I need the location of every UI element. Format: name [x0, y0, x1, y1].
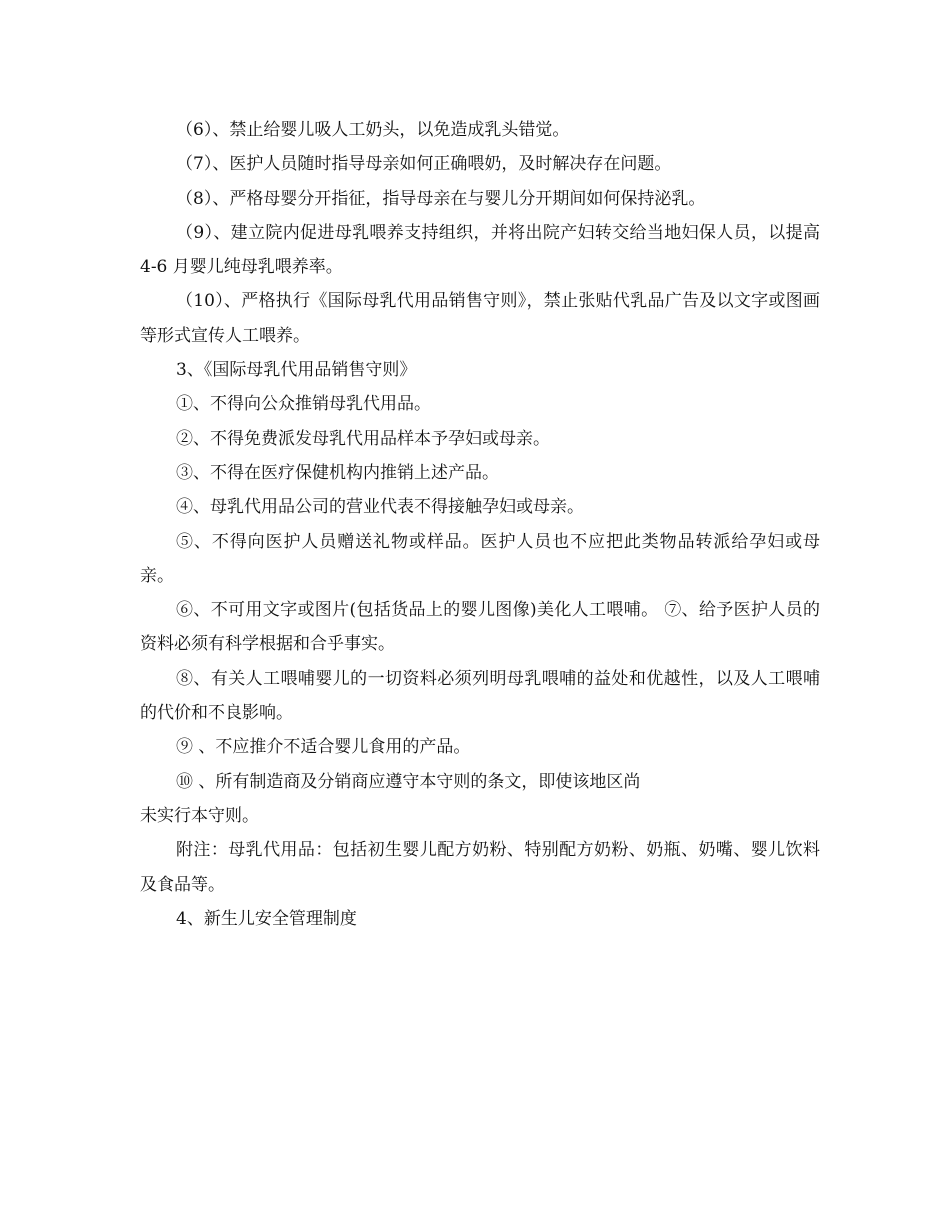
rule-item-3: ③、不得在医疗保健机构内推销上述产品。 — [176, 462, 499, 483]
paragraph-item-7: （7）、医护人员随时指导母亲如何正确喂奶，及时解决存在问题。 — [176, 154, 672, 175]
footnote-paragraph: 附注：母乳代用品：包括初生婴儿配方奶粉、特别配方奶粉、奶瓶、奶嘴、婴儿饮料及食品等。 — [140, 840, 820, 895]
paragraph-item-8: （8）、严格母婴分开指征，指导母亲在与婴儿分开期间如何保持泌乳。 — [176, 188, 706, 209]
rule-item-9: ⑨ 、不应推介不适合婴儿食用的产品。 — [176, 737, 471, 758]
rule-item-4: ④、母乳代用品公司的营业代表不得接触孕妇或母亲。 — [176, 497, 584, 518]
section-heading-3: 3、《国际母乳代用品销售守则》 — [176, 360, 417, 381]
paragraph-item-9: （9）、建立院内促进母乳喂养支持组织，并将出院产妇转交给当地妇保人员，以提高 4-6 月婴儿纯母乳喂养率。 — [140, 222, 820, 278]
rule-item-5: ⑤、不得向医护人员赠送礼物或样品。医护人员也不应把此类物品转派给孕妇或母亲。 — [140, 531, 820, 586]
rule-item-1: ①、不得向公众推销母乳代用品。 — [176, 394, 431, 415]
paragraph-item-6: （6）、禁止给婴儿吸人工奶头，以免造成乳头错觉。 — [176, 120, 570, 140]
rule-item-2: ②、不得免费派发母乳代用品样本予孕妇或母亲。 — [176, 428, 550, 449]
rule-item-10: ⑩ 、所有制造商及分销商应遵守本守则的条文，即使该地区尚 — [176, 771, 641, 792]
paragraph-item-10: （10）、严格执行《国际母乳代用品销售守则》，禁止张贴代乳品广告及以文字或图画等形式宣传人工喂养。 — [140, 291, 820, 346]
rule-item-10-continuation: 未实行本守则。 — [140, 805, 259, 826]
document-body — [140, 113, 820, 936]
section-heading-4: 4、新生儿安全管理制度 — [176, 908, 357, 929]
rule-item-8: ⑧、有关人工喂哺婴儿的一切资料必须列明母乳喂哺的益处和优越性，以及人工喂哺的代价和不良影响。 — [140, 668, 820, 724]
rule-item-6-7: ⑥、不可用文字或图片(包括货品上的婴儿图像)美化人工喂哺。 ⑦、给予医护人员的资料必须有科学根据和合乎事实。 — [140, 600, 820, 655]
